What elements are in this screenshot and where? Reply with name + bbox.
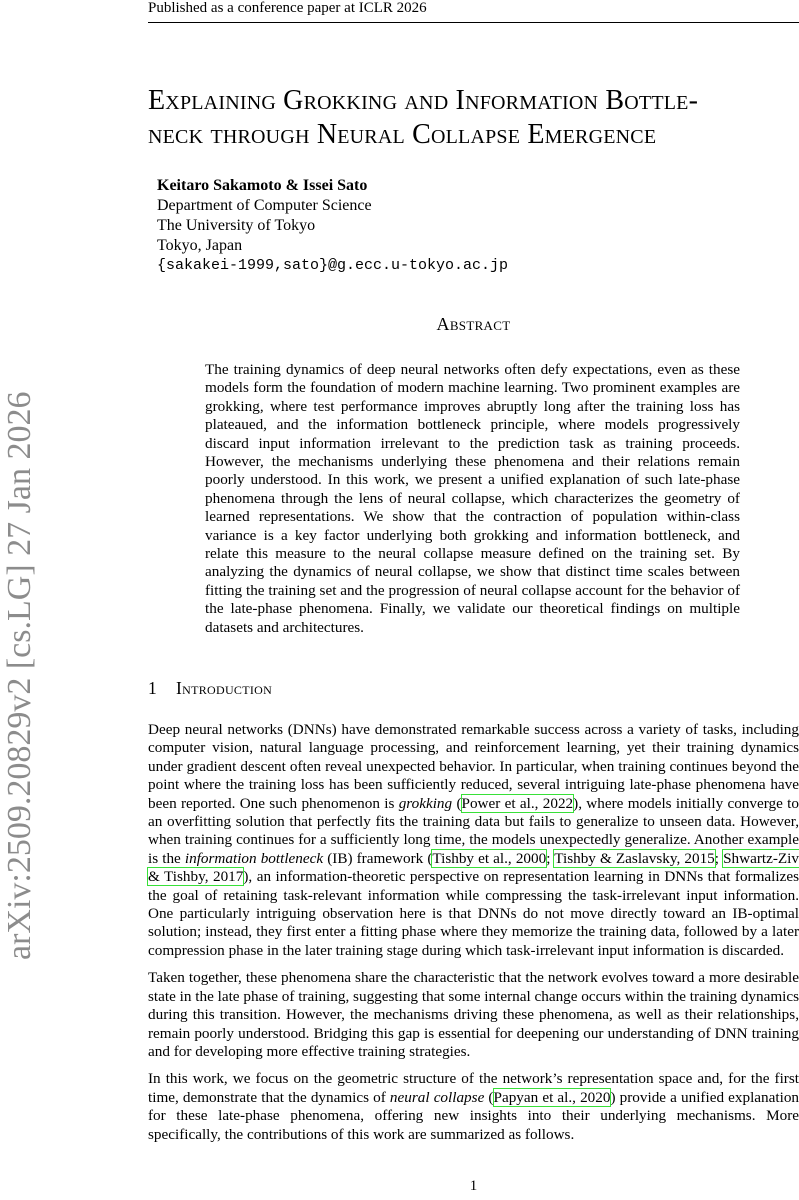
citation-link[interactable]: Tishby et al., 2000 [432,849,547,867]
text-span: In this work, we focus on the geometric structure of the network’s representation space and, for the first time, demonstrate that the dynamics of [148,1070,799,1106]
abstract-heading: Abstract [436,314,511,334]
page-number: 1 [469,1178,478,1194]
intro-paragraph-3 [148,1070,799,1144]
term-neural-collapse: neural collapse [389,1088,485,1106]
text-span: ; [546,849,555,867]
introduction-body [148,721,799,1153]
author-department: Department of Computer Science [157,197,372,214]
title-line-2: neck through Neural Collapse Emergence [148,119,657,150]
citation-link[interactable]: Papyan et al., 2020 [493,1088,611,1106]
citation-link[interactable]: Shwartz-Ziv & Tishby, 2017 [148,849,799,886]
running-header: Published as a conference paper at ICLR 2026 [148,0,799,23]
author-university: The University of Tokyo [157,217,316,234]
text-span: ), an information-theoretic perspective on representation learning in DNNs that formalizes the goal of retaining task-relevant information while compressing the task-irrelevant input information. One particularly intriguing observation here is that DNNs do not move directly toward an IB-optimal solution; instead, they first enter a fitting phase where they memorize the training data, followed by a later compression phase in the later training stage during which task-irrelevant input information is discarded. [148,868,799,959]
section-title: Introduction [176,678,273,698]
citation-link[interactable]: Power et al., 2022 [461,794,574,812]
title-line-1: Explaining Grokking and Information Bottle- [148,85,699,116]
author-location: Tokyo, Japan [157,237,243,254]
text-span: ( [452,794,462,812]
intro-paragraph-2: Taken together, these phenomena share the characteristic that the network evolves toward a more desirable state in the late phase of training, suggesting that some internal change occurs within the training dynamics during this transition. However, the mechanisms driving these phenomena, as well as their relationships, remain poorly understood. Bridging this gap is essential for deepening our understanding of DNN training and for developing more effective training strategies. [148,969,799,1060]
paper-title [148,84,799,152]
text-span: (IB) framework ( [323,849,433,867]
author-names: Keitaro Sakamoto & Issei Sato [157,177,368,194]
text-span: ), where models initially converge to an overfitting solution that perfectly fits the training data but fails to generalize to unseen data. However, when training continues for a sufficiently long time, the models unexpectedly generalize. Another example is the [148,794,799,867]
abstract-text: The training dynamics of deep neural networks often defy expectations, even as these models form the foundation of modern machine learning. Two prominent examples are grokking, where test performance improves abruptly long after the training loss has plateaued, and the information bottleneck principle, where models progressively discard input information irrelevant to the prediction task as training proceeds. However, the mechanisms underlying these phenomena and their relations remain poorly understood. In this work, we present a unified explanation of such late-phase phenomena through the lens of neural collapse, which characterizes the geometry of learned representations. We show that the contraction of population within-class variance is a key factor underlying both grokking and information bottleneck, and relate this measure to the neural collapse measure defined on the training set. By analyzing the dynamics of neural collapse, we show that distinct time scales between fitting the training set and the progression of neural collapse account for the behavior of the late-phase phenomena. Finally, we validate our theoretical findings on multiple datasets and architectures. [205,361,740,636]
section-number: 1 [148,678,157,698]
text-span: Deep neural networks (DNNs) have demonstrated remarkable success across a variety of tasks, including computer vision, natural language processing, and reinforcement learning, yet their training dynamics under gradient descent often reveal unexpected behavior. In particular, when training continues beyond the point where the training loss has been sufficiently reduced, several intriguing late-phase phenomena have been reported. One such phenomenon is [148,721,799,812]
text-span: ; [714,849,724,867]
author-email[interactable]: {sakakei-1999,sato}@g.ecc.u-tokyo.ac.jp [157,257,509,274]
text-span: ) provide a unified explanation for these late-phase phenomena, offering new insights into their underlying mechanisms. More specifically, the contributions of this work are summarized as follows. [148,1088,799,1143]
term-information-bottleneck: information bottleneck [184,849,324,867]
intro-paragraph-1 [148,721,799,960]
term-grokking: grokking [398,794,453,812]
section-heading-introduction [148,678,272,699]
author-block [157,176,508,276]
arxiv-side-stamp: arXiv:2509.20829v2 [cs.LG] 27 Jan 2026 [1,391,38,960]
text-span: ( [484,1088,494,1106]
citation-link[interactable]: Tishby & Zaslavsky, 2015 [554,849,715,867]
